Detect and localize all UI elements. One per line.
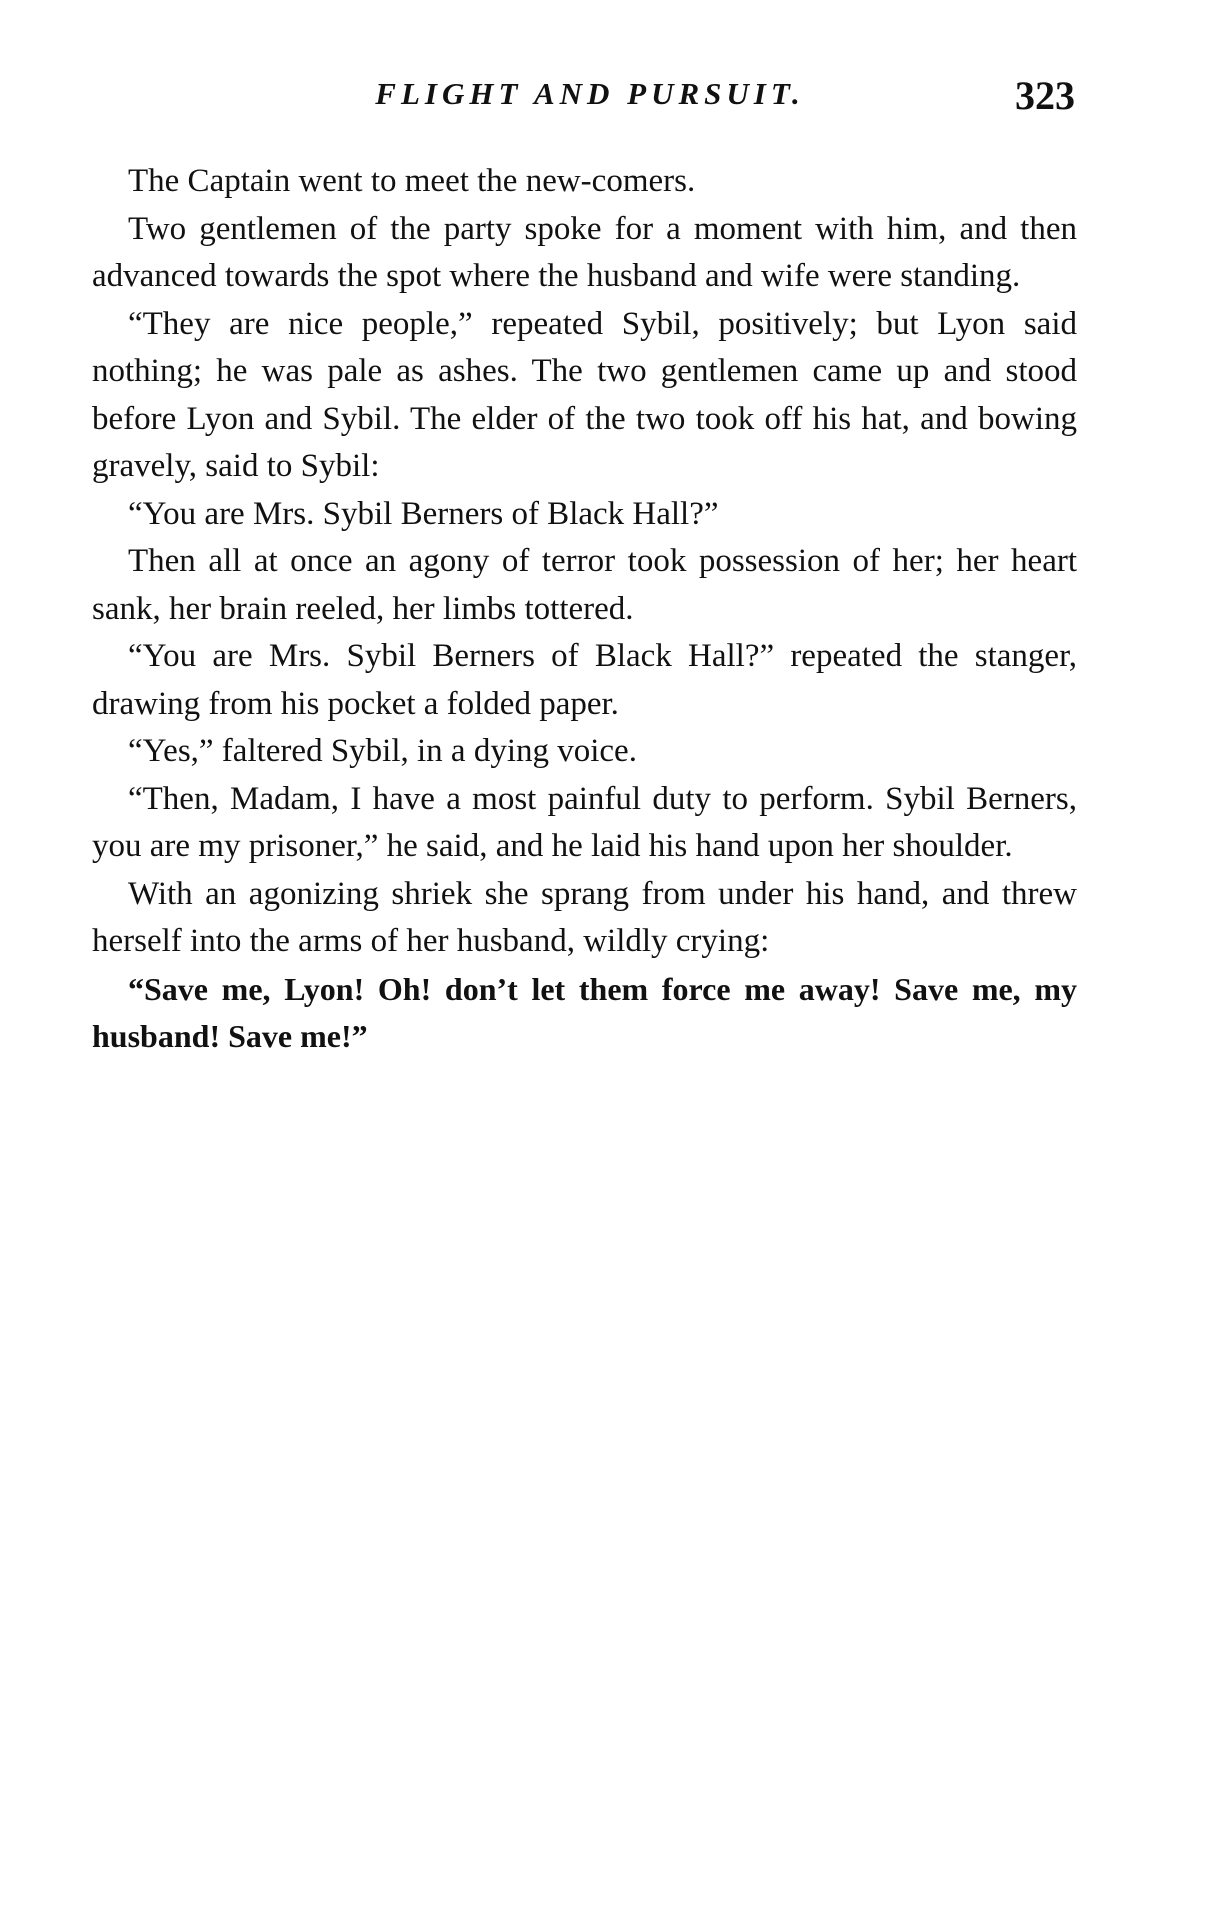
paragraph-7: “Yes,” faltered Sybil, in a dying voice.	[128, 733, 637, 769]
running-head	[95, 72, 1085, 118]
paragraph-4: “You are Mrs. Sybil Berners of Black Hall?”	[128, 495, 719, 532]
paragraph-5: Then all at once an agony of terror took possession of her; her heart sank, her brain reeled, her limbs tottered.	[92, 543, 1077, 627]
page-number: 323	[1015, 73, 1075, 118]
paragraph-2: Two gentlemen of the party spoke for a moment with him, and then advanced towards the spot where the husband and wife were standing.	[92, 210, 1077, 294]
paragraph-1: The Captain went to meet the new-comers.	[128, 163, 696, 199]
paragraph-3: “They are nice people,” repeated Sybil, positively; but Lyon said nothing; he was pale as ashes. The two gentlemen came up and stood before Lyon and Sybil. The elder of the two took off his hat, and bowing gravely, said to Sybil:	[92, 305, 1077, 484]
paragraph-9: With an agonizing shriek she sprang from under his hand, and threw herself into the arms of her husband, wildly crying:	[92, 875, 1077, 959]
paragraph-10: “Save me, Lyon! Oh! don’t let them force me away! Save me, my husband! Save me!”	[92, 970, 1077, 1054]
running-title: FLIGHT AND PURSUIT.	[375, 76, 805, 111]
paragraph-8: “Then, Madam, I have a most painful duty to perform. Sybil Berners, you are my prisoner,” he said, and he laid his hand upon her shoulder.	[92, 780, 1077, 864]
paragraph-6: “You are Mrs. Sybil Berners of Black Hall?” repeated the stanger, drawing from his pocket a folded paper.	[92, 638, 1077, 722]
body-text	[92, 158, 1077, 1061]
